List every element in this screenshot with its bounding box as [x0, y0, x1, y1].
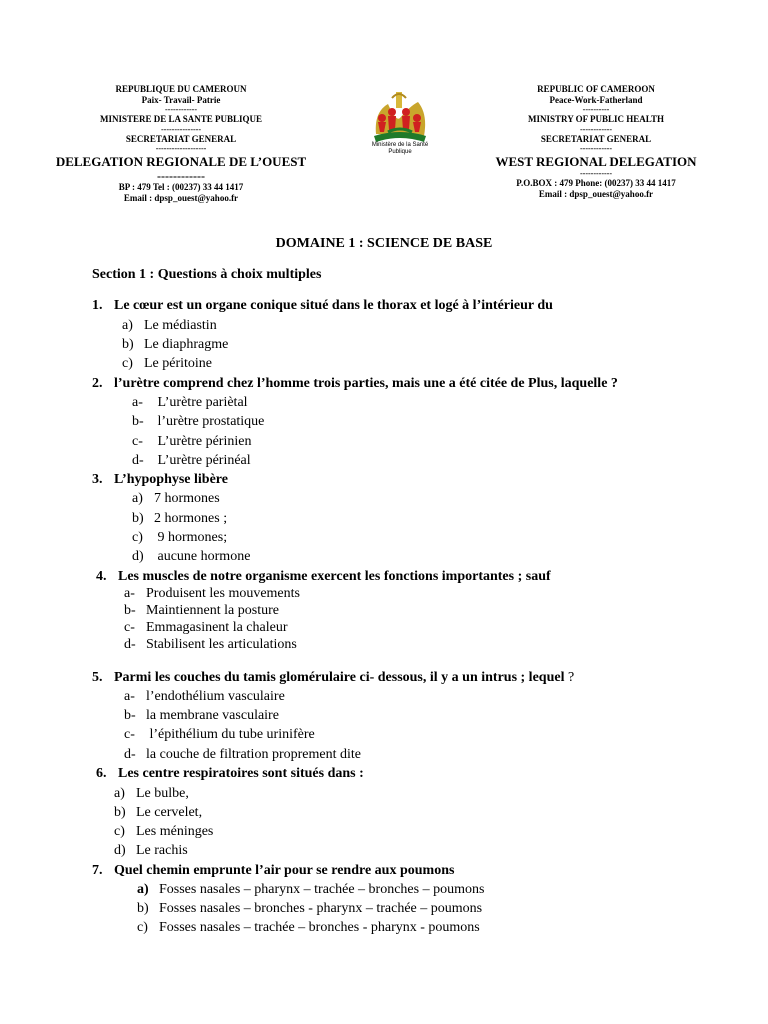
question-5 — [92, 670, 574, 686]
answer-option — [124, 747, 361, 763]
option-text: Fosses nasales – trachée – bronches - pharynx - poumons — [159, 920, 480, 935]
option-text: l’urètre prostatique — [154, 414, 265, 429]
answer-option — [137, 882, 484, 898]
answer-option — [132, 453, 251, 469]
ministry-fr: MINISTERE DE LA SANTE PUBLIQUE — [99, 114, 263, 125]
option-text: la membrane vasculaire — [146, 708, 279, 723]
question-number: 5. — [92, 670, 103, 685]
option-letter: a- — [124, 689, 135, 704]
question-text: Les muscles de notre organisme exercent les fonctions importantes ; sauf — [118, 569, 551, 584]
option-text: Le médiastin — [144, 318, 217, 333]
option-letter: d) — [114, 843, 126, 858]
separator: ------------ — [165, 105, 197, 115]
logo-caption: Ministère de la Santé Publique — [371, 142, 429, 155]
answer-option — [114, 824, 213, 840]
option-text: la couche de filtration proprement dite — [146, 747, 361, 762]
option-letter: c) — [137, 920, 148, 935]
option-text: aucune hormone — [154, 549, 251, 564]
option-text: Maintiennent la posture — [146, 603, 279, 618]
answer-option — [132, 395, 248, 411]
option-text: L’urètre pariètal — [154, 395, 248, 410]
option-text: Les méninges — [136, 824, 214, 839]
motto-en: Peace-Work-Fatherland — [549, 95, 643, 106]
answer-option — [132, 434, 251, 450]
option-text: Stabilisent les articulations — [146, 637, 297, 652]
question-2 — [92, 376, 618, 392]
option-text: Le diaphragme — [144, 337, 229, 352]
option-letter: c- — [124, 727, 135, 742]
option-letter: b- — [124, 708, 136, 723]
option-text: Le bulbe, — [136, 786, 189, 801]
secretariat-fr: SECRETARIAT GENERAL — [125, 133, 237, 144]
question-text: Les centre respiratoires sont situés dans : — [118, 766, 364, 781]
question-number: 3. — [92, 472, 103, 487]
question-1 — [92, 298, 553, 314]
option-letter: b) — [137, 901, 149, 916]
letterhead — [0, 84, 768, 224]
separator: --------------- — [161, 124, 201, 134]
answer-option — [122, 337, 228, 353]
option-letter: d- — [124, 747, 136, 762]
answer-option — [132, 530, 227, 546]
answer-option — [124, 689, 285, 705]
option-text: L’urètre périnien — [154, 434, 252, 449]
question-text: Quel chemin emprunte l’air pour se rendre aux poumons — [114, 863, 455, 878]
option-letter: a- — [124, 586, 135, 601]
option-letter: c) — [114, 824, 125, 839]
motto-fr: Paix- Travail- Patrie — [141, 95, 221, 106]
answer-option — [132, 414, 264, 430]
question-mark: ? — [564, 670, 575, 685]
option-text: 7 hormones — [154, 491, 220, 506]
answer-option — [114, 786, 189, 802]
option-text: l’endothélium vasculaire — [146, 689, 285, 704]
email-fr: Email : dpsp_ouest@yahoo.fr — [123, 193, 239, 204]
answer-option — [114, 805, 202, 821]
option-letter: a- — [132, 395, 143, 410]
answer-option — [124, 708, 279, 724]
option-text: Le cervelet, — [136, 805, 203, 820]
answer-option — [132, 491, 220, 507]
letterhead-french — [36, 84, 326, 204]
secretariat-en: SECRETARIAT GENERAL — [540, 133, 652, 144]
country-name-en: REPUBLIC OF CAMEROON — [537, 84, 655, 94]
option-letter: c- — [132, 434, 143, 449]
question-7 — [92, 863, 454, 879]
option-letter: a) — [122, 318, 133, 333]
delegation-fr: DELEGATION REGIONALE DE L’OUEST — [55, 153, 307, 169]
question-number: 6. — [96, 766, 107, 781]
question-text: Parmi les couches du tamis glomérulaire ci- dessous, il y a un intrus ; lequel — [114, 670, 565, 685]
option-letter: c) — [132, 530, 143, 545]
question-number: 4. — [96, 569, 107, 584]
ministry-en: MINISTRY OF PUBLIC HEALTH — [528, 114, 664, 125]
separator: ------------ — [580, 124, 612, 134]
option-letter: c- — [124, 620, 135, 635]
question-text: Le cœur est un organe conique situé dans le thorax et logé à l’intérieur du — [114, 298, 553, 313]
option-letter: a) — [137, 882, 149, 897]
option-text: Fosses nasales – bronches - pharynx – trachée – poumons — [159, 901, 483, 916]
delegation-en: WEST REGIONAL DELEGATION — [495, 153, 697, 169]
option-text: Le péritoine — [144, 356, 213, 371]
answer-option — [124, 637, 297, 653]
answer-option — [124, 620, 288, 636]
option-letter: b- — [124, 603, 136, 618]
email-en: Email : dpsp_ouest@yahoo.fr — [538, 189, 654, 200]
option-letter: b) — [122, 337, 134, 352]
answer-option — [124, 586, 300, 602]
contact-en: P.O.BOX : 479 Phone: (00237) 33 44 1417 — [516, 177, 676, 188]
answer-option — [122, 356, 212, 372]
answer-option — [132, 511, 227, 527]
question-3 — [92, 472, 228, 488]
option-letter: b- — [132, 414, 144, 429]
separator: ------------ — [157, 168, 205, 183]
option-text: Le rachis — [136, 843, 188, 858]
option-letter: b) — [132, 511, 144, 526]
answer-option — [124, 727, 315, 743]
answer-option — [137, 901, 482, 917]
question-text: L’hypophyse libère — [114, 472, 228, 487]
question-number: 2. — [92, 376, 103, 391]
answer-option — [137, 920, 480, 936]
option-text: Produisent les mouvements — [146, 586, 300, 601]
separator: ------------ — [580, 168, 612, 178]
question-number: 1. — [92, 298, 103, 313]
option-text: 2 hormones ; — [154, 511, 228, 526]
option-letter: d- — [132, 453, 144, 468]
question-text: l’urètre comprend chez l’homme trois parties, mais une a été citée de Plus, laquelle ? — [114, 376, 618, 391]
page-title: DOMAINE 1 : SCIENCE DE BASE — [275, 236, 493, 251]
letterhead-english — [448, 84, 744, 200]
question-4 — [96, 569, 551, 585]
contact-fr: BP : 479 Tel : (00237) 33 44 1417 — [118, 181, 244, 192]
separator: ---------- — [582, 105, 610, 115]
answer-option — [132, 549, 250, 565]
option-letter: a) — [132, 491, 143, 506]
option-letter: b) — [114, 805, 126, 820]
separator: ------------ — [580, 143, 612, 153]
option-letter: c) — [122, 356, 133, 371]
separator: ------------------- — [155, 143, 207, 153]
option-text: L’urètre périnéal — [154, 453, 251, 468]
option-text: 9 hormones; — [154, 530, 228, 545]
question-6 — [96, 766, 364, 782]
section-title: Section 1 : Questions à choix multiples — [92, 267, 322, 282]
answer-option — [124, 603, 279, 619]
answer-option — [122, 318, 217, 334]
answer-option — [114, 843, 188, 859]
option-text: Emmagasinent la chaleur — [146, 620, 288, 635]
option-letter: d- — [124, 637, 136, 652]
question-number: 7. — [92, 863, 103, 878]
option-text: Fosses nasales – pharynx – trachée – bronches – poumons — [159, 882, 485, 897]
option-text: l’épithélium du tube urinifère — [146, 727, 315, 742]
option-letter: d) — [132, 549, 144, 564]
country-name-fr: REPUBLIQUE DU CAMEROUN — [115, 84, 247, 94]
option-letter: a) — [114, 786, 125, 801]
